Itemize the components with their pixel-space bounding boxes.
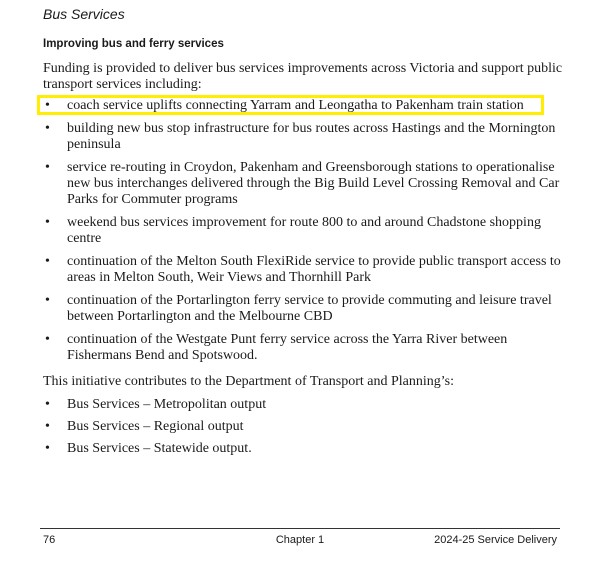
list-item <box>43 121 563 153</box>
bullet-icon: • <box>45 215 50 230</box>
list-item-text: continuation of the Melton South FlexiRide service to provide public transport access to areas in Melton South, Weir Views and Thornhill Park <box>67 254 561 285</box>
bullet-icon: • <box>45 121 50 136</box>
list-item-text: continuation of the Westgate Punt ferry service across the Yarra River between Fishermans Bend and Spotswood. <box>67 332 508 363</box>
list-item-text: building new bus stop infrastructure for bus routes across Hastings and the Mornington peninsula <box>67 121 556 152</box>
bullet-icon: • <box>45 98 50 113</box>
list-item <box>43 332 563 364</box>
bullet-icon: • <box>45 397 50 412</box>
list-item-text: service re-routing in Croydon, Pakenham and Greensborough stations to operationalise new bus interchanges delivered through the Big Build Level Crossing Removal and Car Parks for Commuter programs <box>67 160 560 207</box>
publication-title: 2024-25 Service Delivery <box>434 534 557 546</box>
footer-divider <box>40 528 560 529</box>
bullet-icon: • <box>45 254 50 269</box>
list-item <box>43 160 563 208</box>
list-item-text: Bus Services – Statewide output. <box>67 441 252 456</box>
list-item <box>43 293 563 325</box>
list-item <box>43 397 563 413</box>
list-item-text: continuation of the Portarlington ferry service to provide commuting and leisure travel between Portarlington and the Melbourne CBD <box>67 293 552 324</box>
intro-paragraph: Funding is provided to deliver bus services improvements across Victoria and support public transport services including: <box>43 61 563 92</box>
service-list <box>43 98 563 371</box>
bullet-icon: • <box>45 293 50 308</box>
list-item-text: Bus Services – Regional output <box>67 419 244 434</box>
list-item <box>43 419 563 435</box>
list-item <box>43 254 563 286</box>
output-list <box>43 397 563 463</box>
bullet-icon: • <box>45 441 50 456</box>
list-item-text: weekend bus services improvement for route 800 to and around Chadstone shopping centre <box>67 215 541 246</box>
bullet-icon: • <box>45 419 50 434</box>
section-title: Bus Services <box>43 6 125 22</box>
contribution-paragraph: This initiative contributes to the Department of Transport and Planning’s: <box>43 374 455 389</box>
list-item-text: coach service uplifts connecting Yarram and Leongatha to Pakenham train station <box>67 98 524 113</box>
list-item-text: Bus Services – Metropolitan output <box>67 397 267 412</box>
chapter-label: Chapter 1 <box>275 534 325 546</box>
bullet-icon: • <box>45 332 50 347</box>
list-item <box>43 215 563 247</box>
list-item <box>43 98 563 114</box>
subheading: Improving bus and ferry services <box>43 38 224 50</box>
bullet-icon: • <box>45 160 50 175</box>
list-item <box>43 441 563 457</box>
page-number: 76 <box>43 534 56 546</box>
